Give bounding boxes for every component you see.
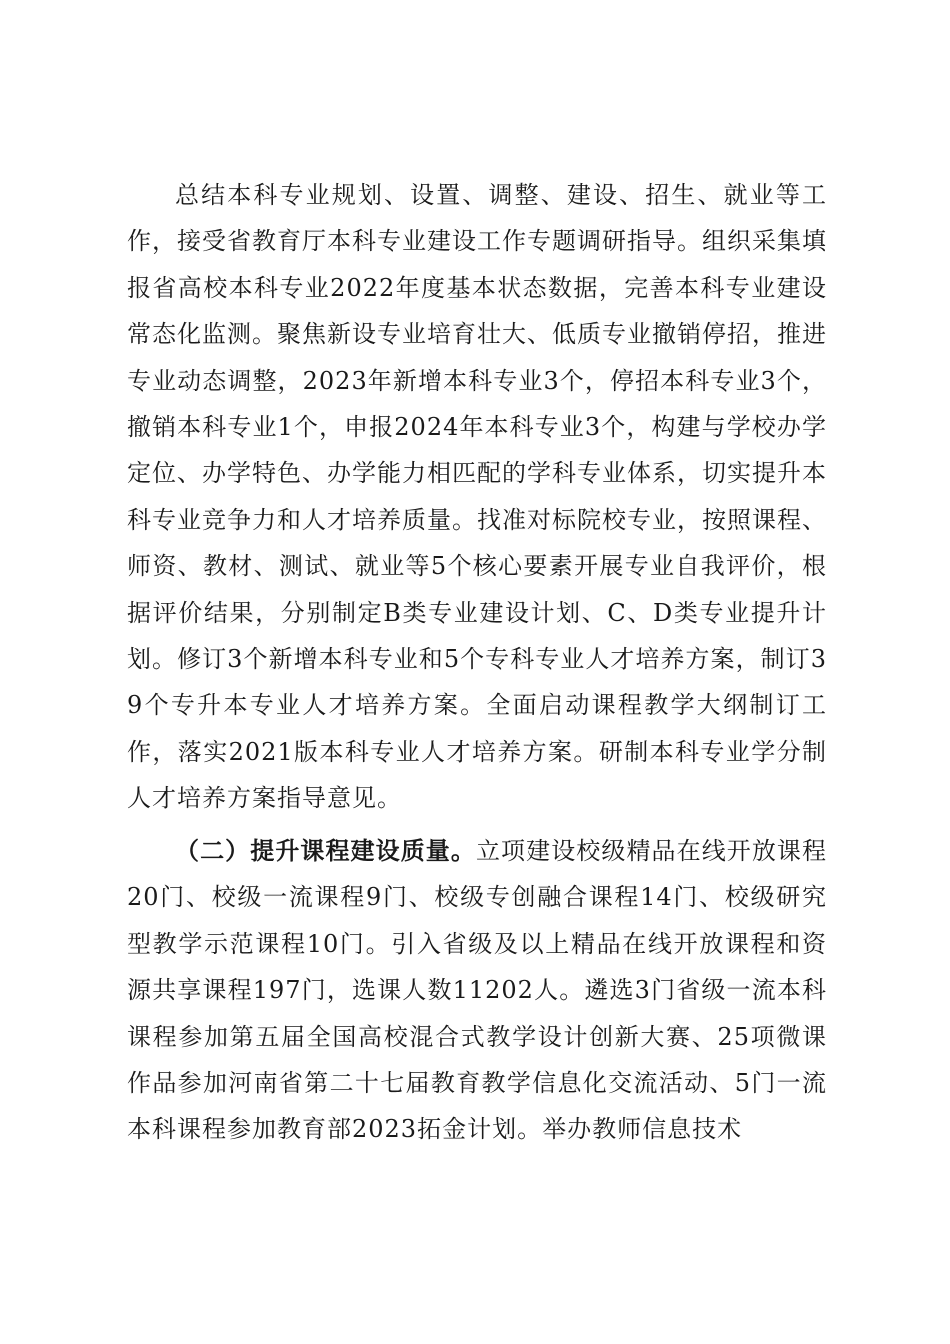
section-heading: （二）提升课程建设质量。	[175, 836, 476, 865]
body-paragraph	[127, 172, 827, 822]
paragraph-text: 立项建设校级精品在线开放课程20门、校级一流课程9门、校级专创融合课程14门、校级研究型教学示范课程10门。引入省级及以上精品在线开放课程和资源共享课程197门，选课人数11202人。遴选3门省级一流本科课程参加第五届全国高校混合式教学设计创新大赛、25项微课作品参加河南省第二十七届教育教学信息化交流活动、5门一流本科课程参加教育部2023拓金计划。举办教师信息技术	[127, 837, 828, 1144]
body-paragraph	[127, 828, 827, 1153]
paragraph-text: 总结本科专业规划、设置、调整、建设、招生、就业等工作，接受省教育厅本科专业建设工作专题调研指导。组织采集填报省高校本科专业2022年度基本状态数据，完善本科专业建设常态化监测。聚焦新设专业培育壮大、低质专业撤销停招，推进专业动态调整，2023年新增本科专业3个，停招本科专业3个，撤销本科专业1个，申报2024年本科专业3个，构建与学校办学定位、办学特色、办学能力相匹配的学科专业体系，切实提升本科专业竞争力和人才培养质量。找准对标院校专业，按照课程、师资、教材、测试、就业等5个核心要素开展专业自我评价，根据评价结果，分别制定B类专业建设计划、C、D类专业提升计划。修订3个新增本科专业和5个专科专业人才培养方案，制订39个专升本专业人才培养方案。全面启动课程教学大纲制订工作，落实2021版本科专业人才培养方案。研制本科专业学分制人才培养方案指导意见。	[127, 181, 827, 813]
